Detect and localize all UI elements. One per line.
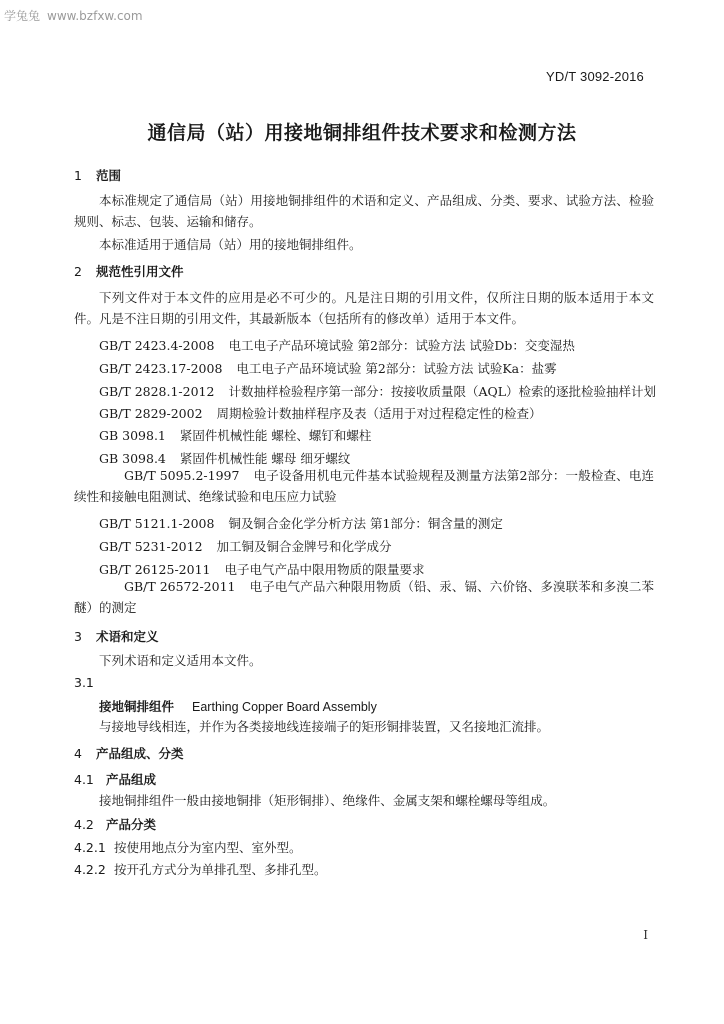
reference-title: 电工电子产品环境试验 第2部分：试验方法 试验Ka：盐雾 xyxy=(236,361,557,376)
section-number: 2 xyxy=(74,264,82,279)
reference-code: GB/T 5121.1-2008 xyxy=(99,516,215,531)
section-1-heading xyxy=(74,166,121,184)
section-4-2-heading xyxy=(74,815,156,833)
section-number: 3.1 xyxy=(74,675,94,690)
reference-item xyxy=(99,359,654,377)
section-4-heading xyxy=(74,744,184,762)
reference-item xyxy=(99,382,657,400)
term-en: Earthing Copper Board Assembly xyxy=(192,700,377,714)
reference-item xyxy=(99,426,654,444)
standard-code: YD/T 3092-2016 xyxy=(546,69,644,84)
section-number: 4.2.2 xyxy=(74,862,106,877)
section-title: 范围 xyxy=(96,168,122,183)
reference-code: GB/T 5095.2-1997 xyxy=(124,468,240,483)
reference-title: 铜及铜合金化学分析方法 第1部分：铜含量的测定 xyxy=(228,516,503,531)
reference-title: 周期检验计数抽样程序及表（适用于对过程稳定性的检查） xyxy=(216,406,542,421)
term-title xyxy=(99,697,377,715)
reference-code: GB 3098.1 xyxy=(99,428,166,443)
section-title: 产品分类 xyxy=(106,817,157,832)
section-4-2-2-item xyxy=(74,860,327,878)
section-number: 4.2.1 xyxy=(74,840,106,855)
watermark xyxy=(4,7,143,24)
section-title: 产品组成 xyxy=(106,772,157,787)
document-title: 通信局（站）用接地铜排组件技术要求和检测方法 xyxy=(147,122,577,144)
reference-code: GB/T 5231-2012 xyxy=(99,539,203,554)
section-3-1-heading xyxy=(74,675,106,690)
term-definition: 与接地导线相连，并作为各类接地线连接端子的矩形铜排装置，又名接地汇流排。 xyxy=(99,719,550,734)
reference-code: GB/T 2423.4-2008 xyxy=(99,338,215,353)
reference-item xyxy=(74,465,654,507)
watermark-site-name: 学兔兔 xyxy=(4,9,41,23)
section-number: 3 xyxy=(74,629,82,644)
reference-title: 电子电气产品六种限用物质（铅、汞、镉、六价铬、多溴联苯和多溴二苯醚）的测定 xyxy=(74,579,654,615)
section-4-1-heading xyxy=(74,770,156,788)
section-3-heading xyxy=(74,627,159,645)
section-number: 4.1 xyxy=(74,772,94,787)
section-number: 1 xyxy=(74,168,82,183)
section-title: 术语和定义 xyxy=(96,629,159,644)
watermark-url: www.bzfxw.com xyxy=(47,9,143,23)
reference-code: GB/T 2829-2002 xyxy=(99,406,203,421)
scope-paragraph-1: 本标准规定了通信局（站）用接地铜排组件的术语和定义、产品组成、分类、要求、试验方法、检验规则、标志、包装、运输和储存。 xyxy=(74,193,654,229)
reference-item xyxy=(74,576,654,618)
reference-title: 电子电气产品中限用物质的限量要求 xyxy=(224,562,425,577)
reference-code: GB/T 26572-2011 xyxy=(124,579,236,594)
scope-paragraph-2: 本标准适用于通信局（站）用的接地铜排组件。 xyxy=(99,237,362,252)
section-number: 4 xyxy=(74,746,82,761)
reference-title: 计数抽样检验程序第一部分：按接收质量限（AQL）检索的逐批检验抽样计划 xyxy=(228,384,657,399)
terms-intro: 下列术语和定义适用本文件。 xyxy=(99,653,262,668)
reference-title: 紧固件机械性能 螺母 细牙螺纹 xyxy=(179,451,351,466)
reference-title: 加工铜及铜合金牌号和化学成分 xyxy=(216,539,392,554)
clause-text: 按使用地点分为室内型、室外型。 xyxy=(114,840,302,855)
reference-item xyxy=(99,537,654,555)
reference-code: GB/T 2828.1-2012 xyxy=(99,384,215,399)
section-title: 规范性引用文件 xyxy=(96,264,184,279)
reference-item xyxy=(99,336,654,354)
reference-code: GB 3098.4 xyxy=(99,451,166,466)
section-2-heading xyxy=(74,262,184,280)
composition-paragraph: 接地铜排组件一般由接地铜排（矩形铜排）、绝缘件、金属支架和螺栓螺母等组成。 xyxy=(99,793,556,808)
section-number: 4.2 xyxy=(74,817,94,832)
section-4-2-1-item xyxy=(74,838,302,856)
page-number: I xyxy=(643,928,648,942)
reference-item xyxy=(99,514,654,532)
reference-code: GB/T 2423.17-2008 xyxy=(99,361,223,376)
clause-text: 按开孔方式分为单排孔型、多排孔型。 xyxy=(114,862,327,877)
reference-title: 电工电子产品环境试验 第2部分：试验方法 试验Db：交变湿热 xyxy=(228,338,575,353)
references-intro: 下列文件对于本文件的应用是必不可少的。凡是注日期的引用文件，仅所注日期的版本适用于本文件。凡是不注日期的引用文件，其最新版本（包括所有的修改单）适用于本文件。 xyxy=(74,290,654,326)
section-title: 产品组成、分类 xyxy=(96,746,184,761)
term-zh: 接地铜排组件 xyxy=(99,699,175,714)
reference-code: GB/T 26125-2011 xyxy=(99,562,211,577)
reference-item xyxy=(99,404,654,422)
reference-title: 紧固件机械性能 螺栓、螺钉和螺柱 xyxy=(179,428,372,443)
reference-title: 电子设备用机电元件基本试验规程及测量方法第2部分：一般检查、电连续性和接触电阻测试、绝缘试验和电压应力试验 xyxy=(74,468,654,504)
